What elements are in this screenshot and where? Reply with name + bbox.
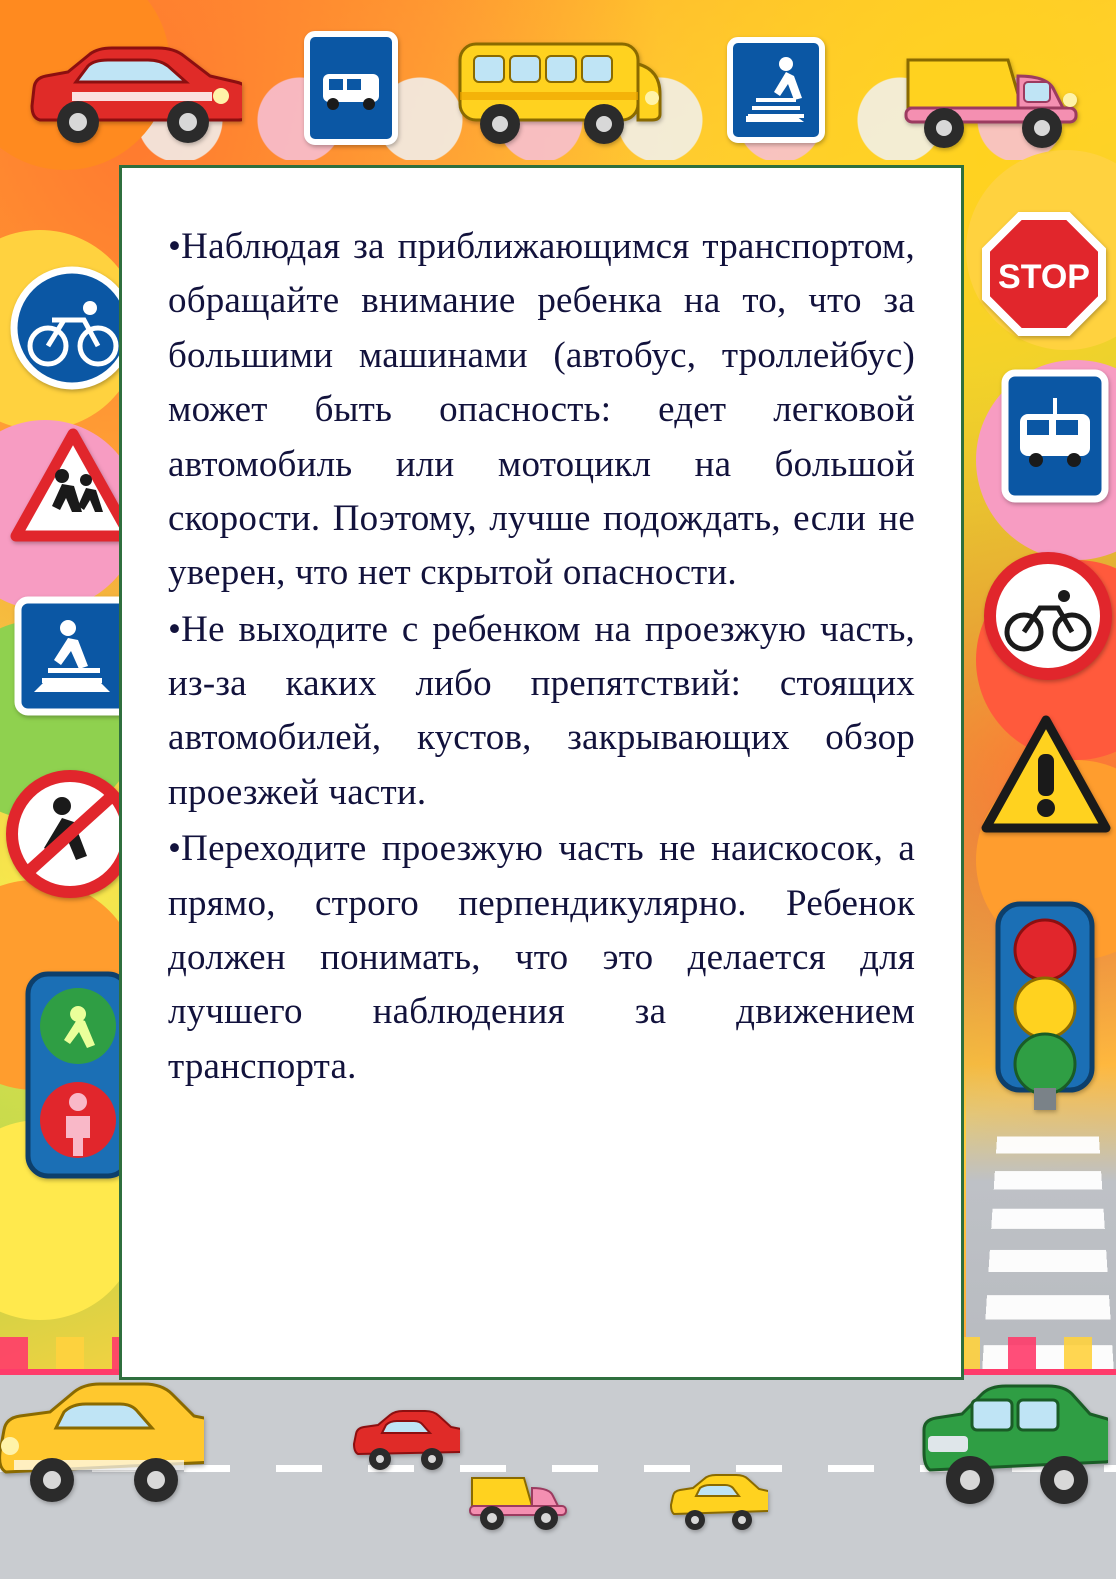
tram-stop-sign-icon (1000, 368, 1110, 504)
paragraph-3: •Переходите проезжую часть не наискосок, а прямо, строго перпендикулярно. Ребенок должен понимать, что это делается для лучшего наблюдения за движением транспорта. (168, 828, 915, 1087)
small-dump-truck-icon (466, 1458, 576, 1532)
children-warning-sign-icon (10, 428, 136, 544)
yellow-retro-car-icon (0, 1368, 204, 1518)
bicycle-lane-sign-icon (8, 264, 136, 392)
no-bicycles-sign-icon (984, 552, 1112, 680)
warning-exclamation-sign-icon (980, 714, 1112, 836)
small-red-car-icon (350, 1404, 460, 1474)
paragraph-2: •Не выходите с ребенком на проезжую часть, из-за каких либо препятствий: стоящих автомобилей, кустов, закрывающих обзор проезжей части. (168, 608, 915, 813)
red-car-icon (22, 32, 242, 147)
bus-stop-sign-icon (303, 30, 399, 148)
content-card (119, 165, 964, 1380)
traffic-light-icon (988, 898, 1102, 1112)
svg-text:STOP: STOP (998, 258, 1090, 296)
pedestrian-crossing-sign-icon (726, 36, 826, 148)
small-yellow-car-icon (668, 1470, 768, 1534)
dump-truck-icon (898, 30, 1098, 152)
no-pedestrians-sign-icon (6, 770, 134, 898)
pedestrian-underpass-sign-icon (14, 596, 134, 716)
stop-sign-icon (980, 210, 1108, 338)
green-suv-icon (918, 1370, 1108, 1520)
school-bus-icon (452, 26, 667, 151)
paragraph-1: •Наблюдая за приближающимся транспортом, обращайте внимание ребенка на то, что за большими машинами (автобус, троллейбус) может быть опасность: едет легковой автомобиль или мотоцикл на большой скорости. Поэтому, лучше подождать, если не уверен, что нет скрытой опасности. (168, 226, 915, 594)
